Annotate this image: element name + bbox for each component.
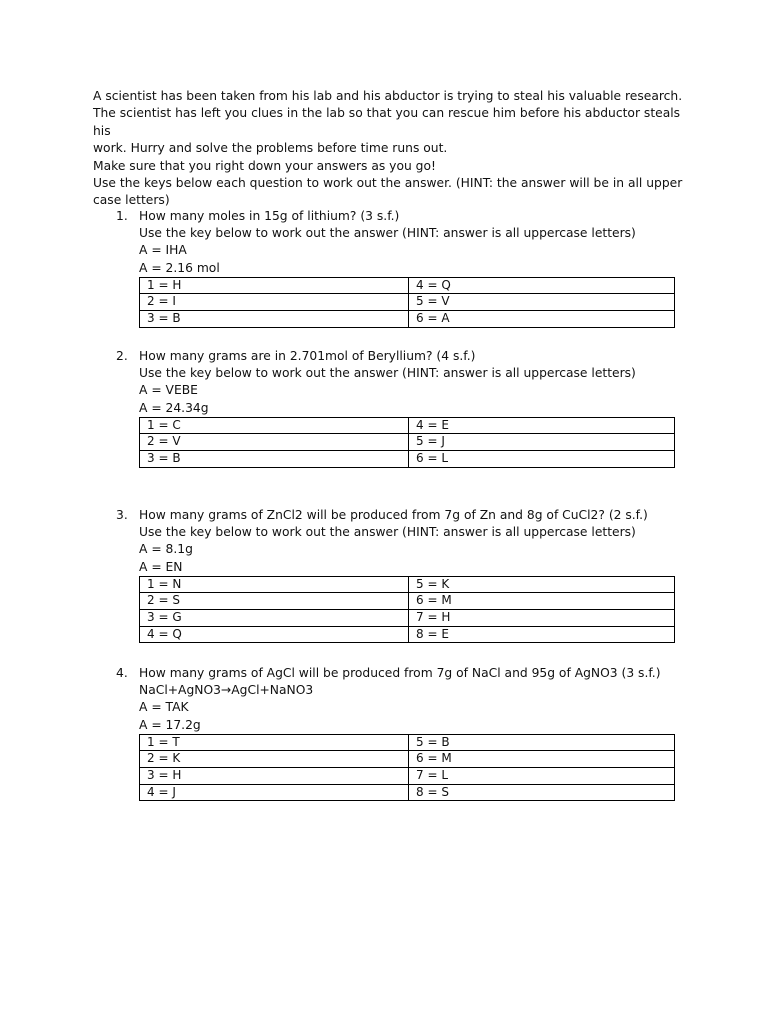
table-row <box>140 784 675 801</box>
key-cell: 1 = N <box>140 576 409 593</box>
key-cell: 5 = J <box>409 434 675 451</box>
table-row <box>140 626 675 643</box>
question-answer: A = 2.16 mol <box>139 260 220 275</box>
key-cell: 6 = A <box>409 311 675 328</box>
question-text: How many grams are in 2.701mol of Beryllium? (4 s.f.) <box>139 349 476 363</box>
question-text: How many grams of AgCl will be produced from 7g of NaCl and 95g of AgNO3 (3 s.f.) <box>139 666 661 680</box>
table-row <box>140 751 675 768</box>
question-number: 4. <box>116 666 128 680</box>
intro-line: Use the keys below each question to work out the answer. (HINT: the answer will be in all upper <box>93 176 683 191</box>
question-text: How many grams of ZnCl2 will be produced from 7g of Zn and 8g of CuCl2? (2 s.f.) <box>139 508 648 522</box>
question-2 <box>116 348 686 468</box>
question-1 <box>116 208 686 328</box>
table-row <box>140 294 675 311</box>
question-text: How many moles in 15g of lithium? (3 s.f.) <box>139 209 400 223</box>
question-number: 3. <box>116 508 128 522</box>
question-hint: Use the key below to work out the answer (HINT: answer is all uppercase letters) <box>139 226 636 241</box>
question-answer: A = 17.2g <box>139 717 201 732</box>
key-cell: 8 = S <box>409 784 675 801</box>
key-cell: 4 = J <box>140 784 409 801</box>
table-row <box>140 593 675 610</box>
key-cell: 5 = V <box>409 294 675 311</box>
table-row <box>140 734 675 751</box>
question-hint: Use the key below to work out the answer (HINT: answer is all uppercase letters) <box>139 525 636 540</box>
key-cell: 2 = V <box>140 434 409 451</box>
question-3 <box>116 507 686 643</box>
question-number: 1. <box>116 209 128 223</box>
question-hint: Use the key below to work out the answer (HINT: answer is all uppercase letters) <box>139 366 636 381</box>
key-cell: 4 = Q <box>409 277 675 294</box>
key-cell: 1 = T <box>140 734 409 751</box>
table-row <box>140 451 675 468</box>
key-cell: 2 = K <box>140 751 409 768</box>
key-cell: 1 = H <box>140 277 409 294</box>
key-cell: 4 = E <box>409 417 675 434</box>
key-cell: 2 = I <box>140 294 409 311</box>
intro-line: Make sure that you right down your answers as you go! <box>93 158 436 173</box>
key-table <box>139 417 675 468</box>
key-cell: 3 = G <box>140 610 409 627</box>
key-cell: 7 = H <box>409 610 675 627</box>
key-table <box>139 734 675 801</box>
question-answer: A = EN <box>139 559 183 574</box>
key-cell: 5 = K <box>409 576 675 593</box>
key-cell: 6 = L <box>409 451 675 468</box>
question-code: A = 8.1g <box>139 542 193 557</box>
reaction-equation: NaCl+AgNO3→AgCl+NaNO3 <box>139 683 314 698</box>
key-cell: 1 = C <box>140 417 409 434</box>
intro-line: case letters) <box>93 193 170 208</box>
table-row <box>140 610 675 627</box>
intro-text <box>93 88 693 210</box>
key-table <box>139 277 675 328</box>
key-cell: 8 = E <box>409 626 675 643</box>
question-code: A = IHA <box>139 243 187 258</box>
key-cell: 4 = Q <box>140 626 409 643</box>
key-cell: 7 = L <box>409 768 675 785</box>
question-number: 2. <box>116 349 128 363</box>
key-table <box>139 576 675 643</box>
table-row <box>140 434 675 451</box>
key-cell: 6 = M <box>409 593 675 610</box>
intro-line: work. Hurry and solve the problems before time runs out. <box>93 141 448 156</box>
question-code: A = VEBE <box>139 383 198 398</box>
intro-line: The scientist has left you clues in the lab so that you can rescue him before his abductor steals his <box>93 106 681 138</box>
question-code: A = TAK <box>139 700 189 715</box>
question-answer: A = 24.34g <box>139 400 209 415</box>
table-row <box>140 768 675 785</box>
key-cell: 2 = S <box>140 593 409 610</box>
key-cell: 3 = H <box>140 768 409 785</box>
table-row <box>140 576 675 593</box>
key-cell: 3 = B <box>140 311 409 328</box>
table-row <box>140 277 675 294</box>
key-cell: 3 = B <box>140 451 409 468</box>
table-row <box>140 311 675 328</box>
intro-line: A scientist has been taken from his lab and his abductor is trying to steal his valuable research. <box>93 89 683 103</box>
key-cell: 5 = B <box>409 734 675 751</box>
key-cell: 6 = M <box>409 751 675 768</box>
table-row <box>140 417 675 434</box>
question-4 <box>116 665 686 801</box>
